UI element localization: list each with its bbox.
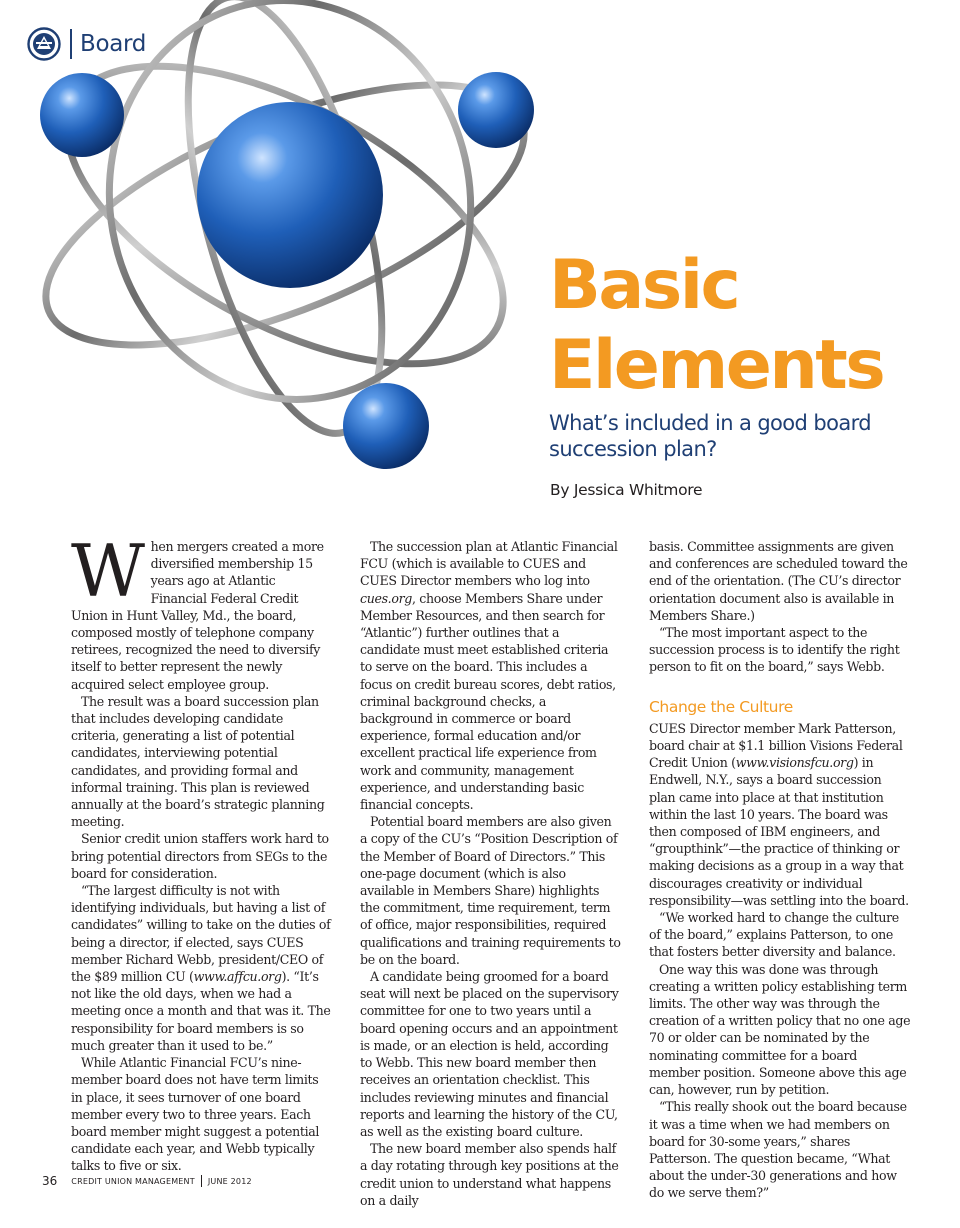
- article-column-3: [649, 538, 911, 1202]
- paragraph-text: , choose Members Share under Member Resources, and then search for “Atlantic”) further outlines that a candidate must meet established criteria to serve on the board. This includes a focus on credit bureau scores, debt ratios, criminal background checks, a background in commerce or board experience, formal education and/or excellent practical life experience from work and community, management experience, and understanding basic financial concepts.: [360, 590, 616, 813]
- paragraph: “This really shook out the board because it was a time when we had members on board for 30-some years,” shares Patterson. The question became, “What about the under-30 generations and how do we serve them?”: [649, 1099, 907, 1201]
- nucleus-sphere: [197, 102, 383, 288]
- paragraph: [360, 538, 622, 813]
- article-column-1: [71, 529, 333, 1175]
- title-line-2: Elements: [549, 326, 884, 405]
- atom-illustration: [0, 0, 560, 475]
- link-visionsfcu[interactable]: www.visionsfcu.org: [735, 755, 854, 771]
- electron-sphere: [343, 383, 429, 469]
- paragraph: [71, 882, 333, 1054]
- byline: By Jessica Whitmore: [550, 481, 703, 499]
- paragraph: Potential board members are also given a copy of the CU’s “Position Description of the Member of Board of Directors.” This one-page document (which is also available in Members Share) highlights the commitment, time requirement, term of office, major responsibilities, required qualifications and training requirements to be on the board.: [360, 814, 621, 967]
- paragraph-text: ). “It’s not like the old days, when we had a meeting once a month and that was it. The responsibility for board members is so much greater than it used to be.”: [71, 969, 331, 1053]
- paragraph-text: CUES Director member Mark Patterson, board chair at $1.1 billion Visions Federal Credit Union (: [649, 720, 903, 771]
- paragraph: basis. Committee assignments are given and conferences are scheduled toward the end of the orientation. (The CU’s director orientation document also is available in Members Share.): [649, 539, 908, 623]
- title-line-1: Basic: [549, 246, 739, 325]
- article-subtitle: What’s included in a good board succession plan?: [549, 411, 871, 461]
- paragraph-text: “The largest difficulty is not with identifying individuals, but having a list of candidates” willing to take on the duties of being a director, if elected, says CUES member Richard Webb, president/CEO of the $89 million CU (: [71, 883, 331, 985]
- paragraph: [649, 720, 911, 909]
- paragraph: The result was a board succession plan that includes developing candidate criteria, generating a list of potential candidates, interviewing potential candidates, and providing formal and informal training. This plan is reviewed annually at the board’s strategic planning meeting.: [71, 693, 325, 830]
- publication-name: CREDIT UNION MANAGEMENT: [71, 1176, 195, 1186]
- paragraph: Senior credit union staffers work hard to bring potential directors from SEGs to the board for consideration.: [71, 831, 329, 881]
- paragraph: The new board member also spends half a day rotating through key positions at the credit union to understand what happens on a daily: [360, 1141, 619, 1208]
- link-cues[interactable]: cues.org: [360, 590, 412, 606]
- issue-date: JUNE 2012: [207, 1176, 252, 1186]
- section-label: Board: [80, 31, 147, 57]
- page-number: 36: [42, 1174, 58, 1188]
- link-affcu[interactable]: www.affcu.org: [193, 969, 282, 985]
- paragraph: [71, 529, 333, 693]
- paragraph: “The most important aspect to the succession process is to identify the right person to fit on the board,” says Webb.: [649, 625, 900, 675]
- section-subhead: Change the Culture: [649, 697, 793, 716]
- title-block: [549, 246, 949, 462]
- drop-cap: W: [71, 529, 145, 613]
- paragraph-text: hen mergers created a more diversified membership 15 years ago at Atlantic Financial Federal Credit Union in Hunt Valley, Md., the board, composed mostly of telephone company retirees, recognized the need to diversify itself to better represent the newly acquired select employee group.: [71, 539, 324, 692]
- page-footer: [42, 1174, 252, 1188]
- paragraph-text: The succession plan at Atlantic Financial FCU (which is available to CUES and CUES Director members who log into: [360, 539, 618, 589]
- paragraph-text: ) in Endwell, N.Y., says a board succession plan came into place at that institution within the last 10 years. The board was then composed of IBM engineers, and “groupthink”—the practice of thinking or making decisions as a group in a way that discourages creativity or individual responsibility—was settling into the board.: [649, 755, 909, 908]
- electron-sphere: [40, 73, 124, 157]
- paragraph: “We worked hard to change the culture of the board,” explains Patterson, to one that fosters better diversity and balance.: [649, 910, 899, 960]
- paragraph: While Atlantic Financial FCU’s nine-member board does not have term limits in place, it sees turnover of one board member every two to three years. Each board member might suggest a potential candidate each year, and Webb typically talks to five or six.: [71, 1055, 320, 1174]
- article-title: [549, 246, 949, 406]
- electron-sphere: [458, 72, 534, 148]
- footer-divider: [201, 1175, 202, 1187]
- article-column-2: [360, 538, 622, 1209]
- paragraph: One way this was done was through creating a written policy establishing term limits. The other way was through the creation of a written policy that no one age 70 or older can be nominated by the nominating committee for a board member position. Someone above this age can, however, run by petition.: [649, 961, 911, 1098]
- paragraph: A candidate being groomed for a board seat will next be placed on the supervisory committee for one to two years until a board opening occurs and an appointment is made, or an election is held, according to Webb. This new board member then receives an orientation checklist. This includes reviewing minutes and financial reports and learning the history of the CU, as well as the existing board culture.: [360, 969, 619, 1139]
